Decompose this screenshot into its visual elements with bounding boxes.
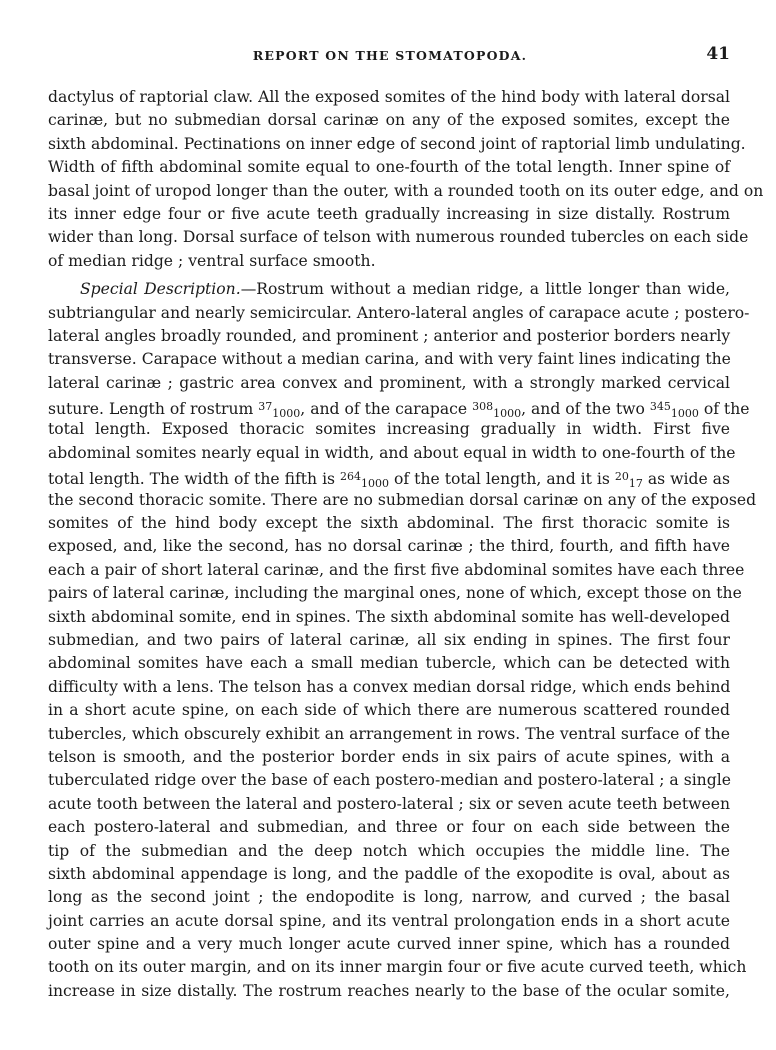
text-line: lateral angles broadly rounded, and prominent ; anterior and posterior borders nearly <box>48 326 731 345</box>
text-line: abdominal somites nearly equal in width, and about equal in width to one-fourth of the <box>48 443 736 462</box>
text-line: tuberculated ridge over the base of each postero-median and postero-lateral ; a single <box>48 771 731 790</box>
special-description-heading: Special Description. <box>80 280 241 299</box>
text-line-with-fractions: total length. The width of the fifth is $^{264}$1000 of the total length, and it is $^{20}$17 as wide as <box>48 470 730 491</box>
text-line: Width of fifth abdominal somite equal to one-fourth of the total length. Inner spine of <box>48 158 730 177</box>
text-line: tooth on its outer margin, and on its inner margin four or five acute curved teeth, which <box>48 958 747 977</box>
header-title: REPORT ON THE STOMATOPODA. <box>252 48 528 63</box>
text-line: subtriangular and nearly semicircular. Antero-lateral angles of carapace acute ; postero- <box>48 303 750 322</box>
running-header <box>50 44 730 68</box>
text-line: lateral carinæ ; gastric area convex and prominent, with a strongly marked cervical <box>48 373 730 392</box>
text-line: telson is smooth, and the posterior border ends in six pairs of acute spines, with a <box>48 747 730 766</box>
text-line: exposed, and, like the second, has no dorsal carinæ ; the third, fourth, and fifth have <box>48 537 730 556</box>
text-line: abdominal somites have each a small median tubercle, which can be detected with <box>48 654 730 673</box>
fraction-numerator: 37 <box>258 400 273 414</box>
body-text <box>48 86 764 1003</box>
text-line: somites of the hind body except the sixth abdominal. The first thoracic somite is <box>48 514 730 533</box>
text-line: submedian, and two pairs of lateral carinæ, all six ending in spines. The first four <box>48 630 730 649</box>
fraction-denominator: 1000 <box>493 407 522 421</box>
paragraph-2 <box>48 278 757 1003</box>
fraction-denominator: 17 <box>628 477 643 491</box>
fraction-numerator: 264 <box>340 470 362 484</box>
text-line: transverse. Carapace without a median carina, and with very faint lines indicating the <box>48 350 731 369</box>
text-line: Special Description.—Rostrum without a median ridge, a little longer than wide, <box>80 280 730 299</box>
text-line: joint carries an acute dorsal spine, and its ventral prolongation ends in a short acute <box>48 911 730 930</box>
text-line: each a pair of short lateral carinæ, and the first five abdominal somites have each three <box>48 560 745 579</box>
text-line: each postero-lateral and submedian, and three or four on each side between the <box>48 818 730 837</box>
text-line: sixth abdominal appendage is long, and the paddle of the exopodite is oval, about as <box>48 864 730 883</box>
fraction-denominator: 1000 <box>272 407 301 421</box>
fraction-numerator: 308 <box>472 400 494 414</box>
fraction-denominator: 1000 <box>361 477 390 491</box>
text-line: wider than long. Dorsal surface of telson with numerous rounded tubercles on each side <box>48 228 749 247</box>
page-number: 41 <box>706 44 730 64</box>
text-line-with-fractions: suture. Length of rostrum $^{37}$1000, and of the carapace $^{308}$1000, and of the two $^{345}$1000 of the <box>48 400 750 421</box>
fraction-denominator: 1000 <box>670 407 699 421</box>
text-line: basal joint of uropod longer than the outer, with a rounded tooth on its outer edge, and on <box>48 181 764 200</box>
text-line: difficulty with a lens. The telson has a convex median dorsal ridge, which ends behind <box>48 677 731 696</box>
text-line: outer spine and a very much longer acute curved inner spine, which has a rounded <box>48 935 730 954</box>
text-line: increase in size distally. The rostrum reaches nearly to the base of the ocular somite, <box>48 981 730 1000</box>
text-line: long as the second joint ; the endopodite is long, narrow, and curved ; the basal <box>48 888 730 907</box>
text-line: tip of the submedian and the deep notch which occupies the middle line. The <box>48 841 730 860</box>
paragraph-1 <box>48 86 764 273</box>
text-line: of median ridge ; ventral surface smooth. <box>48 251 376 270</box>
text-line: sixth abdominal. Pectinations on inner edge of second joint of raptorial limb undulating. <box>48 134 746 153</box>
text-line: tubercles, which obscurely exhibit an arrangement in rows. The ventral surface of the <box>48 724 731 743</box>
text-line: dactylus of raptorial claw. All the exposed somites of the hind body with lateral dorsal <box>48 88 730 106</box>
text-line: pairs of lateral carinæ, including the marginal ones, none of which, except those on the <box>48 584 742 603</box>
text-line: carinæ, but no submedian dorsal carinæ on any of the exposed somites, except the <box>48 111 730 130</box>
fraction-numerator: 20 <box>614 470 629 484</box>
text-line: acute tooth between the lateral and postero-lateral ; six or seven acute teeth between <box>48 794 730 813</box>
text-line: sixth abdominal somite, end in spines. The sixth abdominal somite has well-developed <box>48 607 730 626</box>
text-line: in a short acute spine, on each side of which there are numerous scattered rounded <box>48 701 730 720</box>
fraction-numerator: 345 <box>649 400 671 414</box>
text-line: its inner edge four or five acute teeth gradually increasing in size distally. Rostrum <box>48 204 730 223</box>
text-line: total length. Exposed thoracic somites increasing gradually in width. First five <box>48 420 730 439</box>
text-line: the second thoracic somite. There are no submedian dorsal carinæ on any of the exposed <box>48 490 757 509</box>
